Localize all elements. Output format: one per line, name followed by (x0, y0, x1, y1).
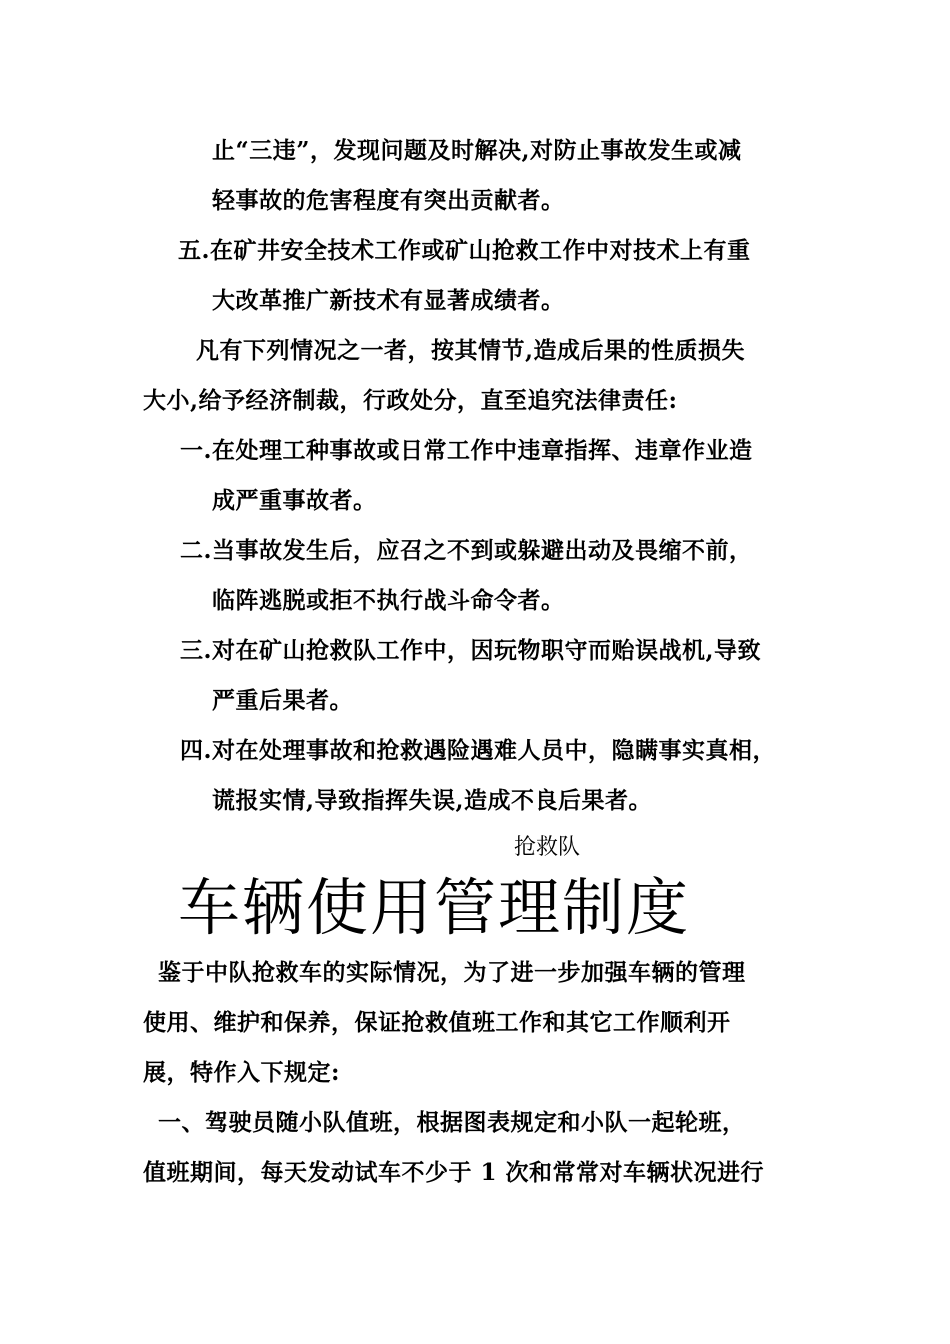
vehicle-rule1-line1: 一、驾驶员随小队值班，根据图表规定和小队一起轮班， (158, 1109, 746, 1136)
penalty-item3-line1: 三.对在矿山抢救队工作中，因玩物职守而贻误战机,导致 (180, 637, 762, 664)
penalty-item1-line1: 一.在处理工种事故或日常工作中违章指挥、违章作业造 (180, 437, 753, 464)
section-org-label: 抢救队 (514, 835, 581, 860)
vehicle-intro-line3: 展，特作入下规定: (143, 1059, 340, 1086)
penalty-item2-line2: 临阵逃脱或拒不执行战斗命令者。 (212, 587, 565, 614)
penalty-item3-line2: 严重后果者。 (212, 687, 353, 714)
penalty-item4-line2: 谎报实情,导致指挥失误,造成不良后果者。 (212, 787, 653, 814)
vehicle-intro-line2: 使用、维护和保养，保证抢救值班工作和其它工作顺利开 (143, 1009, 731, 1036)
section-title: 车辆使用管理制度 (178, 871, 691, 944)
penalty-item2-line1: 二.当事故发生后，应召之不到或躲避出动及畏缩不前， (180, 537, 753, 564)
item4-line1: 止“三违”，发现问题及时解决,对防止事故发生或减 (212, 137, 742, 164)
penalty-item4-line1: 四.对在处理事故和抢救遇险遇难人员中，隐瞒事实真相， (180, 737, 777, 764)
item5-line2: 大改革推广新技术有显著成绩者。 (212, 287, 565, 314)
penalty-item1-line2: 成严重事故者。 (212, 487, 377, 514)
item4-line2: 轻事故的危害程度有突出贡献者。 (212, 187, 565, 214)
penalty-intro-line2: 大小,给予经济制裁，行政处分，直至追究法律责任: (143, 387, 678, 414)
penalty-intro-line1: 凡有下列情况之一者，按其情节,造成后果的性质损失 (196, 337, 746, 364)
vehicle-rule1-line2: 值班期间，每天发动试车不少于 1 次和常常对车辆状况进行 (143, 1159, 765, 1186)
item5-line1: 五.在矿井安全技术工作或矿山抢救工作中对技术上有重 (178, 237, 751, 264)
vehicle-intro-line1: 鉴于中队抢救车的实际情况，为了进一步加强车辆的管理 (158, 959, 746, 986)
